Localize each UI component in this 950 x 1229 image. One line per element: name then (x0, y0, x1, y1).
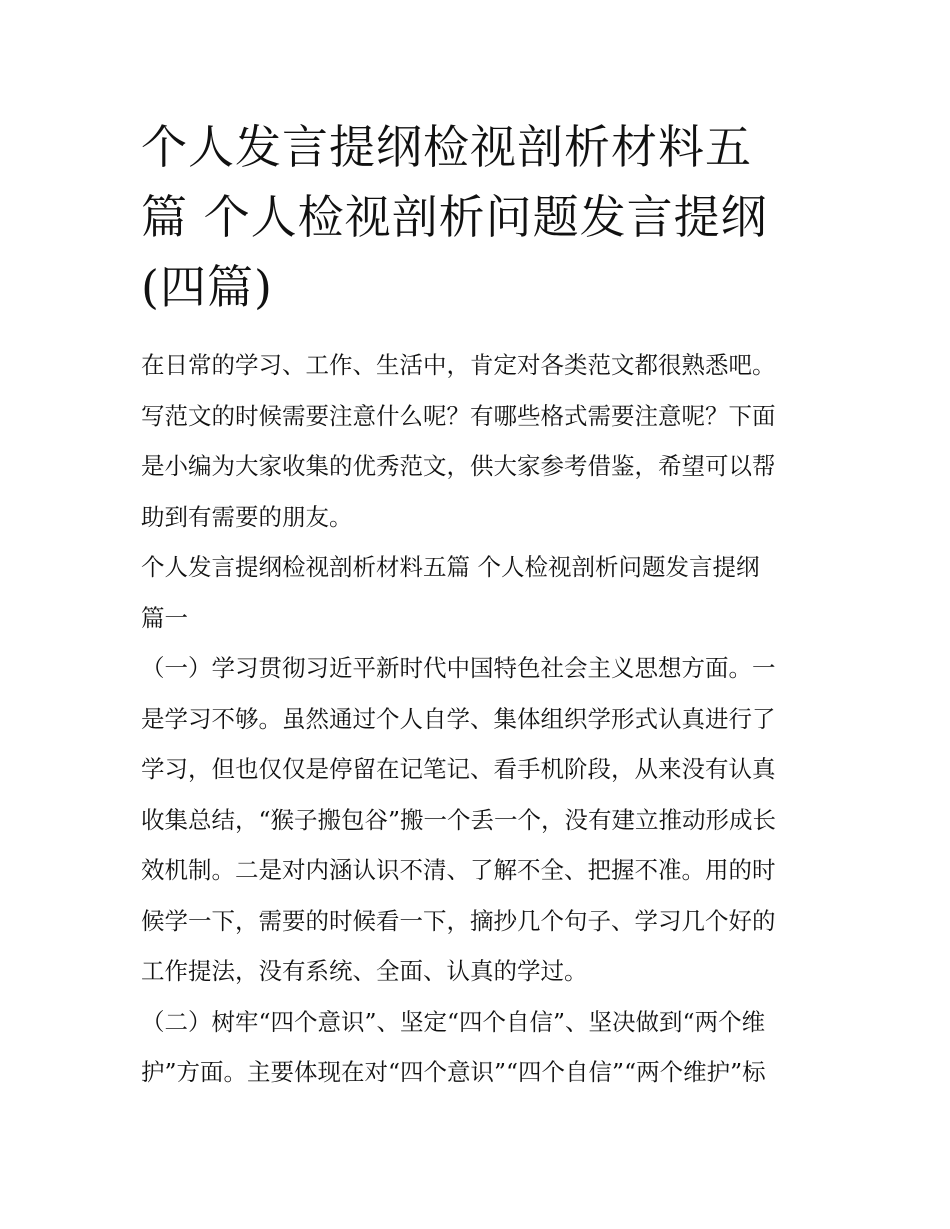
text-line: 学习，但也仅仅是停留在记笔记、看手机阶段，从来没有认真 (141, 755, 776, 783)
text-line: 在日常的学习、工作、生活中，肯定对各类范文都很熟悉吧。 (141, 351, 776, 379)
document-body (141, 340, 813, 1098)
title-line: 个人发言提纲检视剖析材料五 (141, 120, 752, 174)
text-line: 篇一 (141, 603, 188, 632)
intro-paragraph (141, 340, 813, 542)
text-line: 是小编为大家收集的优秀范文，供大家参考借鉴，希望可以帮 (141, 452, 776, 480)
text-line: 工作提法，没有系统、全面、认真的学过。 (141, 957, 588, 985)
document-page (141, 112, 813, 1098)
text-line: 效机制。二是对内涵认识不清、了解不全、把握不准。用的时 (141, 856, 776, 884)
text-line: 是学习不够。虽然通过个人自学、集体组织学形式认真进行了 (141, 704, 776, 733)
title-line: 篇 个人检视剖析问题发言提纲 (141, 190, 768, 244)
text-line: 收集总结，“猴子搬包谷”搬一个丢一个，没有建立推动形成长 (141, 805, 777, 834)
text-line: 个人发言提纲检视剖析材料五篇 个人检视剖析问题发言提纲 (141, 553, 760, 581)
paragraph-study (141, 643, 813, 997)
text-line: 护”方面。主要体现在对“四个意识”“四个自信”“两个维护”标 (141, 1058, 766, 1086)
title-line: (四篇) (141, 260, 273, 314)
document-title (141, 112, 813, 322)
text-line: 写范文的时候需要注意什么呢？有哪些格式需要注意呢？下面 (141, 401, 776, 430)
text-line: （一）学习贯彻习近平新时代中国特色社会主义思想方面。一 (141, 654, 776, 682)
paragraph-four-consciousness (141, 997, 813, 1098)
text-line: （二）树牢“四个意识”、坚定“四个自信”、坚决做到“两个维 (141, 1007, 766, 1036)
text-line: 助到有需要的朋友。 (141, 502, 353, 531)
text-line: 候学一下，需要的时候看一下，摘抄几个句子、学习几个好的 (141, 906, 776, 935)
section-heading (141, 542, 813, 643)
